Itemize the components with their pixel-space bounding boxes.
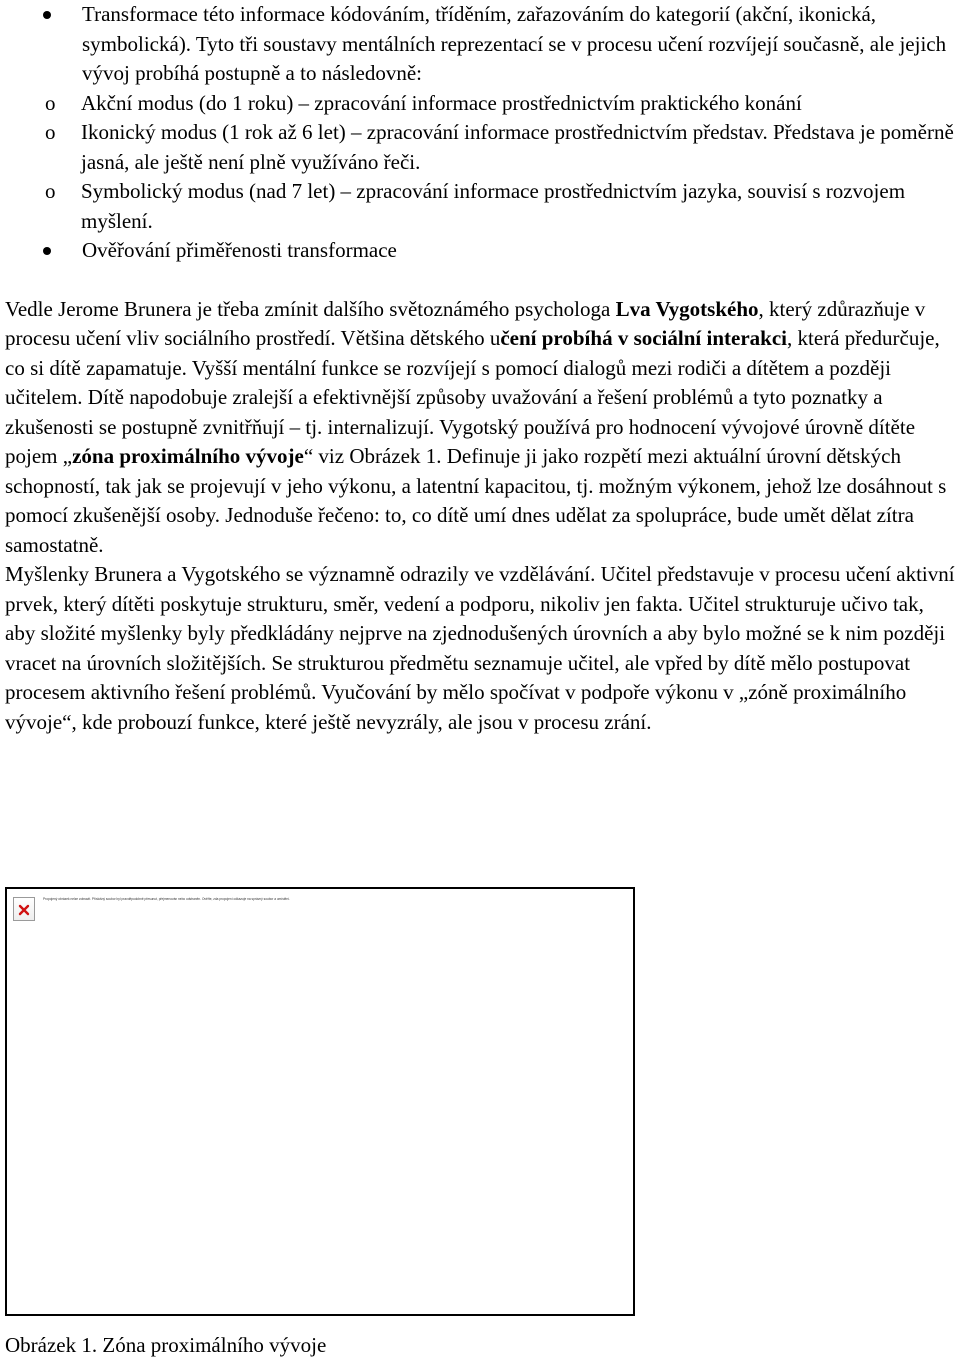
sub-list-item — [5, 177, 957, 236]
broken-image-message: Propojený obrázek nelze zobrazit. Příslušný soubor byl pravděpodobně přesunut, přejmenován nebo odstraněn. Ověřte, zda propojení odkazuje na správný soubor a umístění. — [43, 897, 291, 901]
sub-item-text: Ikonický modus (1 rok až 6 let) – zpracování informace prostřednictvím představ. Představa je poměrně jasná, ale ještě není plně využíváno řeči. — [81, 120, 954, 174]
sub-bullet-marker: o — [45, 179, 56, 203]
figure-frame — [5, 887, 635, 1316]
sub-bullet-marker: o — [45, 90, 56, 115]
emphasis-zone: zóna proximálního vývoje — [72, 444, 304, 468]
figure-caption: Obrázek 1. Zóna proximálního vývoje — [5, 1333, 327, 1357]
sub-list-item — [5, 89, 957, 119]
emphasis-social: čení probíhá v sociální interakci — [500, 326, 787, 350]
list-item — [5, 0, 957, 236]
sub-item-text: Akční modus (do 1 roku) – zpracování informace prostřednictvím praktického konání — [81, 90, 802, 115]
paragraph-education: Myšlenky Brunera a Vygotského se významně odrazily ve vzdělávání. Učitel představuje v procesu učení aktivní prvek, který dítěti poskytuje strukturu, směr, vedení a podporu, nikoliv jen fakta. Učitel strukturuje učivo tak, aby složité myšlenky byly předkládány nejprve na zjednodušených úrovních a aby bylo možné se k nim později vracet na úrovních složitějších. Se strukturou předmětu seznamuje učitel, ale vpřed by dítě mělo postupovat procesem aktivního řešení problémů. Vyučování by mělo spočívat v podpoře výkonu v „zóně proximálního vývoje“, kde probouzí funkce, které ještě nevyzrály, ale jsou v procesu zrání. — [5, 562, 955, 734]
broken-image-icon — [13, 897, 35, 921]
paragraph-vygotsky: Vedle Jerome Brunera je třeba zmínit dalšího světoznámého psychologa Lva Vygotského, který zdůrazňuje v procesu učení vliv sociálního prostředí. Většina dětského učení probíhá v sociální interakci, která předurčuje, co si dítě zapamatuje. Vyšší mentální funkce se rozvíjejí s pomocí dialogů mezi rodiči a dítětem a později učitelem. Dítě napodobuje zralejší a efektivnější způsoby uvažování a řešení problémů a tyto poznatky a zkušenosti se postupně zvnitřňují – tj. internalizují. Vygotský používá pro hodnocení vývojové úrovně dítěte pojem „zóna proximálního vývoje“ viz Obrázek 1. Definuje ji jako rozpětí mezi aktuální úrovní dětských schopností, tak jak se projevují v jeho výkonu, a latentní kapacitou, tj. možným výkonem, jehož lze dosáhnout s pomocí zkušenější osoby. Jednoduše řečeno: to, co dítě umí dnes udělat za spolupráce, bude umět dělat zítra samostatně. — [5, 296, 947, 557]
bullet-text: Ověřování přiměřenosti transformace — [82, 238, 397, 262]
sub-list-item — [5, 118, 957, 177]
sub-list — [45, 89, 957, 237]
bullet-list — [5, 0, 957, 266]
document-page — [5, 0, 957, 737]
sub-bullet-marker: o — [45, 120, 56, 144]
list-item — [5, 236, 957, 266]
emphasis-name: Lva Vygotského — [615, 296, 759, 321]
bullet-text: Transformace této informace kódováním, tříděním, zařazováním do kategorií (akční, ikonická, symbolická). Tyto tři soustavy mentálních reprezentací se v procesu učení rozvíjejí současně, ale jejich vývoj probíhá postupně a to následovně: — [82, 2, 947, 85]
sub-item-text: Symbolický modus (nad 7 let) – zpracování informace prostřednictvím jazyka, souvisí s rozvojem myšlení. — [81, 179, 906, 233]
